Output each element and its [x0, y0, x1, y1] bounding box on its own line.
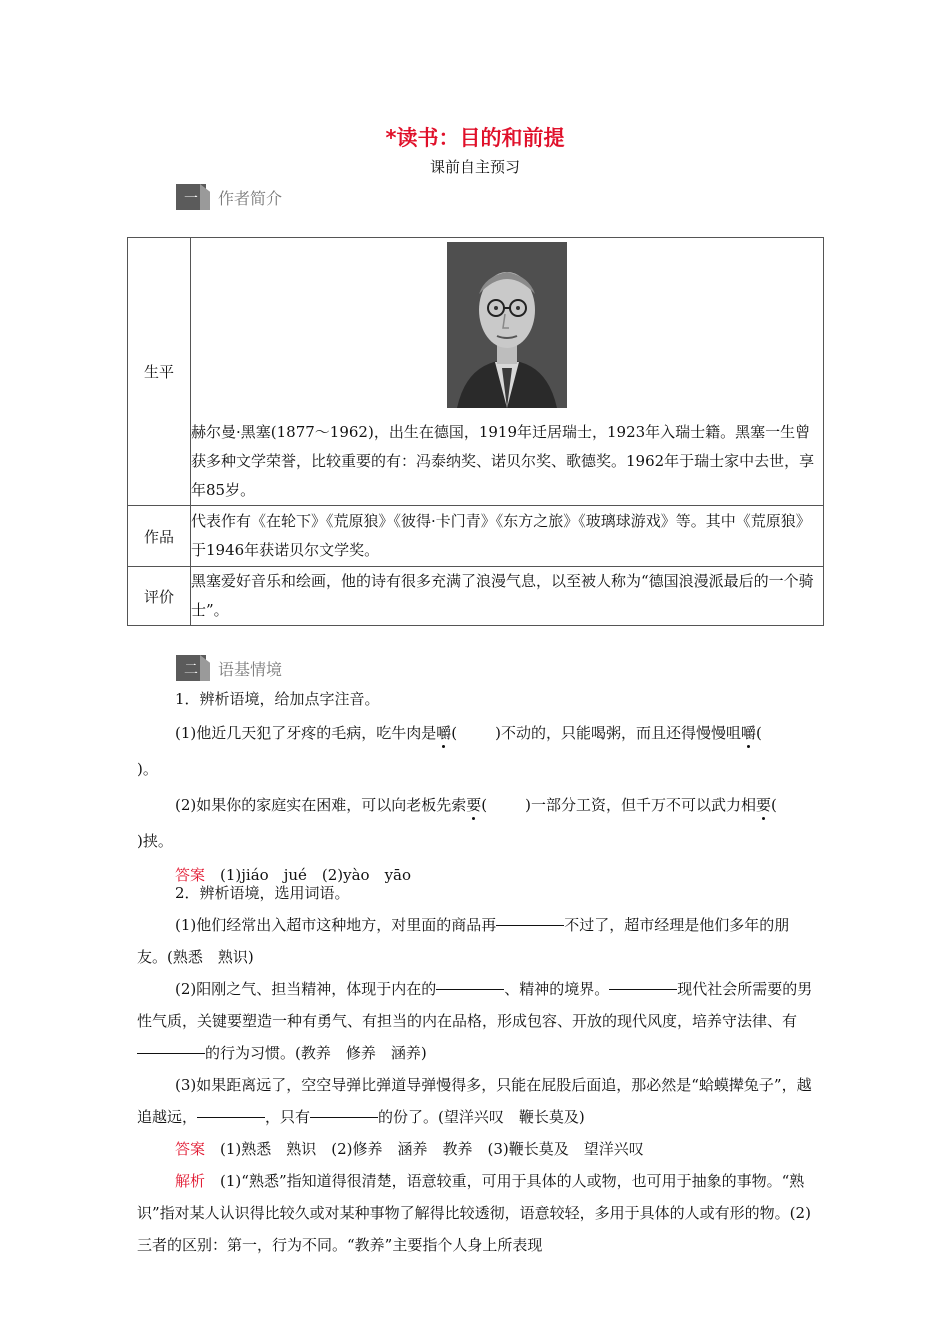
- question-part: (3)如果距离远了，空空导弹比弹道导弹慢得多，只能在屁股后面追，那必然是“蛤蟆撵兔子”，越追越远， ，只有 的份了。(望洋兴叹 鞭长莫及): [137, 1076, 812, 1126]
- author-table: [127, 237, 824, 626]
- question-part: (1)他们经常出入超市这种地方，对里面的商品再 不过了，超市经理是他们多年的朋友。(熟悉 熟识): [137, 916, 790, 966]
- answer: 答案 (1)熟悉 熟识 (2)修养 涵养 教养 (3)鞭长莫及 望洋兴叹: [175, 1140, 644, 1158]
- analysis: 解析 (1)“熟悉”指知道得很清楚，语意较重，可用于具体的人或物，也可用于抽象的事物。“熟识”指对某人认识得比较久或对某种事物了解得比较透彻，语意较轻，多用于具体的人或有形的物。(2)三者的区别：第一，行为不同。“教养”主要指个人身上所表现: [137, 1172, 811, 1254]
- author-portrait: [447, 242, 567, 408]
- page-title: *读书：目的和前提: [385, 126, 565, 150]
- section-header-language: [176, 654, 282, 682]
- table-row-evaluation: [128, 567, 824, 626]
- answer: 答案 (1)jiáo jué (2)yào yāo: [175, 866, 412, 884]
- fill-blank: [609, 988, 677, 990]
- table-row-life: [128, 238, 824, 506]
- life-text: 赫尔曼·黑塞(1877～1962)，出生在德国，1919年迁居瑞士，1923年入瑞士籍。黑塞一生曾获多种文学荣誉，比较重要的有：冯泰纳奖、诺贝尔奖、歌德奖。1962年于瑞士家中去世，享年85岁。: [191, 423, 815, 499]
- section-title: 作者简介: [218, 188, 283, 208]
- dotted-char: 嚼: [436, 724, 452, 742]
- question-part: (2)阳刚之气、担当精神，体现于内在的 、精神的境界。 现代社会所需要的男性气质，关键要塑造一种有勇气、有担当的内在品格，形成包容、开放的现代风度，培养守法律、有的行为习惯。(教养 修养 涵养): [137, 980, 813, 1062]
- row-label: 作品: [128, 506, 191, 567]
- page-subtitle: 课前自主预习: [429, 158, 520, 176]
- section-badge: 二: [176, 655, 210, 681]
- fill-blank: [137, 1052, 205, 1054]
- dotted-char: 嚼: [740, 724, 756, 742]
- question-part: (1)他近几天犯了牙疼的毛病，吃牛肉是嚼( )不动的，只能喝粥，而且还得慢慢咀嚼()。: [137, 724, 762, 778]
- table-row-works: [128, 506, 824, 567]
- fill-blank: [436, 988, 504, 990]
- answer-label: 答案: [175, 1140, 206, 1158]
- section-title: 语基情境: [218, 659, 283, 679]
- question-stem: 2．辨析语境，选用词语。: [175, 884, 350, 902]
- dotted-char: 要: [755, 796, 771, 814]
- question-stem: 1．辨析语境，给加点字注音。: [175, 690, 380, 708]
- fill-blank: [310, 1116, 378, 1118]
- evaluation-text: 黑塞爱好音乐和绘画，他的诗有很多充满了浪漫气息，以至被人称为“德国浪漫派最后的一个骑士”。: [191, 567, 824, 626]
- question-part: (2)如果你的家庭实在困难，可以向老板先索要( )一部分工资，但千万不可以武力相要()挟。: [137, 796, 777, 850]
- row-label: 生平: [128, 238, 191, 506]
- works-text: 代表作有《在轮下》《荒原狼》《彼得·卡门青》《东方之旅》《玻璃球游戏》等。其中《荒原狼》于1946年获诺贝尔文学奖。: [191, 506, 824, 567]
- row-label: 评价: [128, 567, 191, 626]
- analysis-label: 解析: [175, 1172, 206, 1190]
- question-1: [137, 683, 817, 891]
- section-badge: 一: [176, 184, 210, 210]
- fill-blank: [197, 1116, 265, 1118]
- answer-label: 答案: [175, 866, 206, 884]
- fill-blank: [496, 924, 564, 926]
- dotted-char: 要: [466, 796, 482, 814]
- section-header-author: [176, 183, 282, 211]
- question-2: [137, 877, 817, 1261]
